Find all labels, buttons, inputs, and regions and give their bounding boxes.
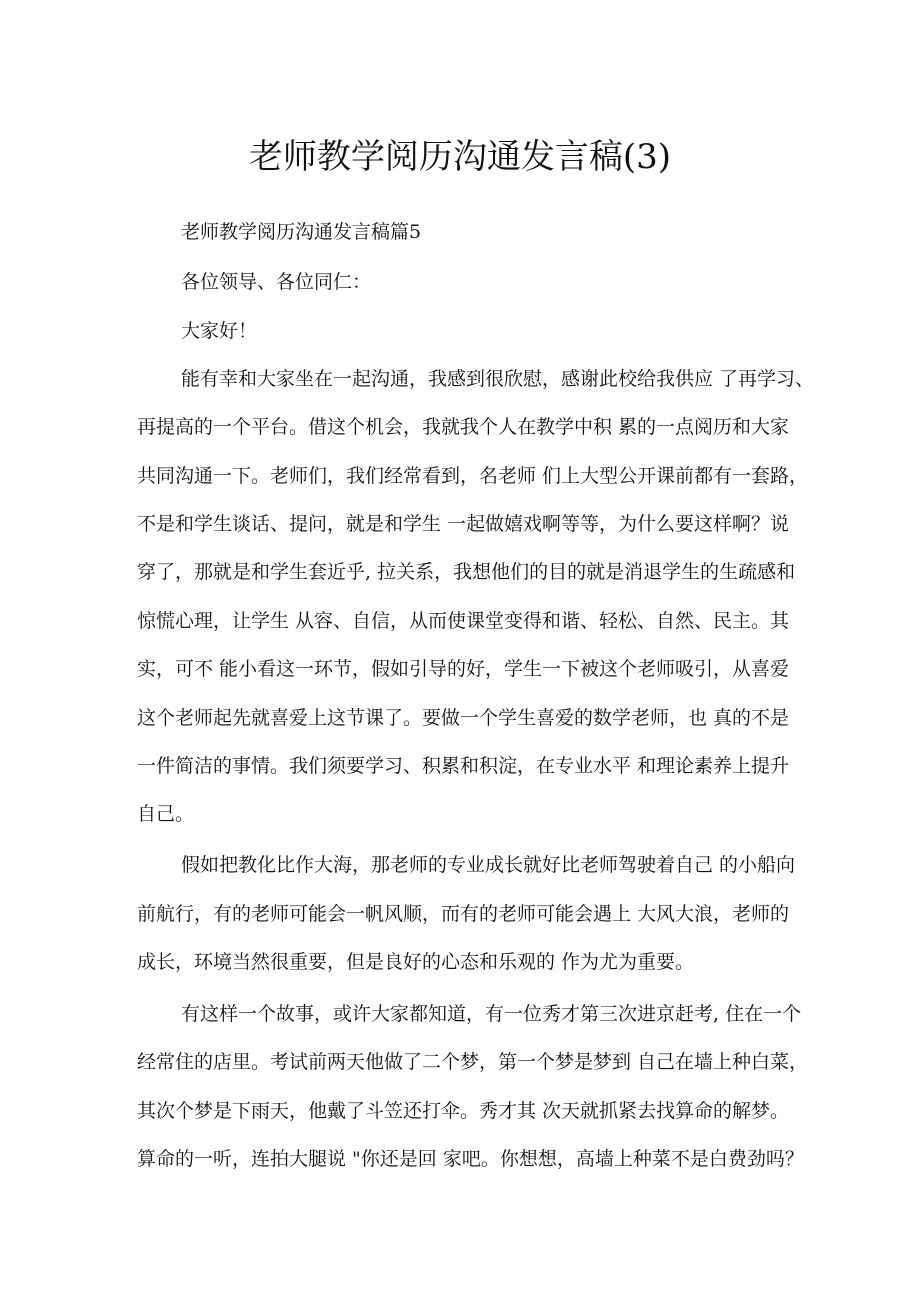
salutation: 各位领导、各位同仁： <box>181 271 372 293</box>
paragraph-line: 算命的一听，连拍大腿说 "你还是回 家吧。你想想，高墙上种菜不是白费劲吗？ <box>137 1148 804 1170</box>
paragraph-line: 假如把教化比作大海，那老师的专业成长就好比老师驾驶着自己 的小船向 <box>181 854 796 876</box>
paragraph-line: 再提高的一个平台。借这个机会，我就我个人在教学中积 累的一点阅历和大家 <box>137 416 790 438</box>
greeting: 大家好！ <box>181 320 258 342</box>
document-subtitle: 老师教学阅历沟通发言稿篇5 <box>181 221 422 243</box>
paragraph-line: 共同沟通一下。老师们，我们经常看到，名老师 们上大型公开课前都有一套路， <box>137 465 809 487</box>
paragraph-line: 能有幸和大家坐在一起沟通，我感到很欣慰，感谢此校给我供应 了再学习、 <box>181 368 815 390</box>
paragraph-line: 有这样一个故事，或许大家都知道，有一位秀才第三次进京赶考, 住在一个 <box>181 1003 802 1025</box>
paragraph-line: 其次个梦是下雨天，他戴了斗笠还打伞。秀才其 次天就抓紧去找算命的解梦。 <box>137 1100 790 1122</box>
paragraph-line: 经常住的店里。考试前两天他做了二个梦，第一个梦是梦到 自己在墙上种白菜， <box>137 1051 809 1073</box>
paragraph-line: 自己。 <box>137 803 195 825</box>
paragraph-line: 惊慌心理，让学生 从容、自信，从而使课堂变得和谐、轻松、自然、民主。其 <box>137 610 790 632</box>
paragraph-line: 不是和学生谈话、提问，就是和学生 一起做嬉戏啊等等，为什么要这样啊？说 <box>137 513 790 535</box>
paragraph-line: 实，可不 能小看这一环节，假如引导的好，学生一下被这个老师吸引，从喜爱 <box>137 658 790 680</box>
document-title: 老师教学阅历沟通发言稿(3) <box>248 137 672 177</box>
paragraph-line: 穿了，那就是和学生套近乎, 拉关系，我想他们的目的就是消退学生的生疏感和 <box>137 561 796 583</box>
paragraph-line: 一件简洁的事情。我们须要学习、积累和积淀，在专业水平 和理论素养上提升 <box>137 755 790 777</box>
paragraph-line: 成长，环境当然很重要，但是良好的心态和乐观的 作为尤为重要。 <box>137 951 695 973</box>
paragraph-line: 前航行，有的老师可能会一帆风顺，而有的老师可能会遇上 大风大浪，老师的 <box>137 903 790 925</box>
paragraph-line: 这个老师起先就喜爱上这节课了。要做一个学生喜爱的数学老师，也 真的不是 <box>137 707 790 729</box>
